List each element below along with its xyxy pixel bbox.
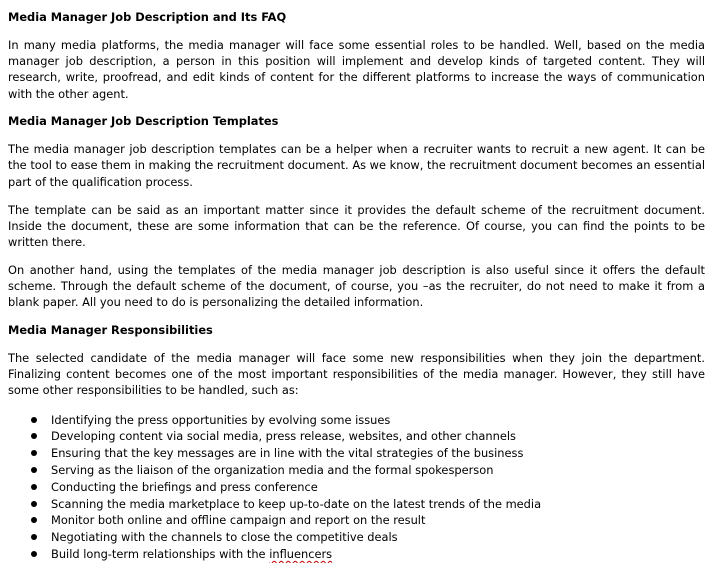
bullet-icon xyxy=(31,433,37,439)
paragraph-intro: In many media platforms, the media manager will face some essential roles to be handled. Well, based on the media manager job description, a person in this position will implement and develop kinds of targeted content. They will research, write, proofread, and edit kinds of content for the different platforms to increase the ways of communication with the other agent. xyxy=(8,37,705,101)
list-item-text: Monitor both online and offline campaign and report on the result xyxy=(51,513,426,528)
bullet-icon xyxy=(31,551,37,557)
list-item xyxy=(8,412,705,429)
spellcheck-flagged-word[interactable]: influencers xyxy=(269,547,333,562)
list-item-text: Scanning the media marketplace to keep up-to-date on the latest trends of the media xyxy=(51,496,542,511)
list-item xyxy=(8,479,705,496)
list-item-text: Negotiating with the channels to close the competitive deals xyxy=(51,530,398,545)
document-body xyxy=(8,9,705,563)
list-item-text: Conducting the briefings and press conference xyxy=(51,479,318,494)
list-item xyxy=(8,512,705,529)
paragraph-templates-scheme: The template can be said as an important matter since it provides the default scheme of the recruitment document. Inside the document, these are some information that can be the reference. Of course, you can find the points to be written there. xyxy=(8,202,705,249)
bullet-icon xyxy=(31,484,37,490)
list-item xyxy=(8,546,705,563)
paragraph-templates-helper: The media manager job description templates can be a helper when a recruiter wants to recruit a new agent. It can be the tool to ease them in making the recruitment document. As we know, the recruitment document becomes an essential part of the qualification process. xyxy=(8,142,705,189)
paragraph-responsibilities: The selected candidate of the media manager will face some new responsibilities when they join the department. Finalizing content becomes one of the most important responsibilities of the media manager. However, they still have some other responsibilities to be handled, such as: xyxy=(8,351,705,398)
list-item xyxy=(8,462,705,479)
list-item-text: Serving as the liaison of the organization media and the formal spokesperson xyxy=(51,463,494,478)
section-heading-responsibilities: Media Manager Responsibilities xyxy=(8,323,213,338)
bullet-icon xyxy=(31,467,37,473)
list-item-text: Ensuring that the key messages are in line with the vital strategies of the business xyxy=(51,446,524,461)
section-heading-faq: Media Manager Job Description and Its FAQ xyxy=(8,10,287,24)
section-heading-templates: Media Manager Job Description Templates xyxy=(8,114,279,129)
list-item xyxy=(8,496,705,513)
list-item xyxy=(8,529,705,546)
list-item xyxy=(8,445,705,462)
bullet-icon xyxy=(31,534,37,540)
bullet-icon xyxy=(31,417,37,423)
list-item xyxy=(8,428,705,445)
list-item-text: Build long-term relationships with the xyxy=(51,547,270,562)
list-item-text: Identifying the press opportunities by evolving some issues xyxy=(51,412,391,427)
responsibilities-list xyxy=(8,412,705,563)
bullet-icon xyxy=(31,501,37,507)
list-item-text: Developing content via social media, press release, websites, and other channels xyxy=(51,429,516,444)
bullet-icon xyxy=(31,517,37,523)
bullet-icon xyxy=(31,450,37,456)
paragraph-templates-useful: On another hand, using the templates of the media manager job description is also useful since it offers the default scheme. Through the default scheme of the document, of course, you –as the recruiter, do not need to make it from a blank paper. All you need to do is personalizing the detailed information. xyxy=(8,262,705,310)
